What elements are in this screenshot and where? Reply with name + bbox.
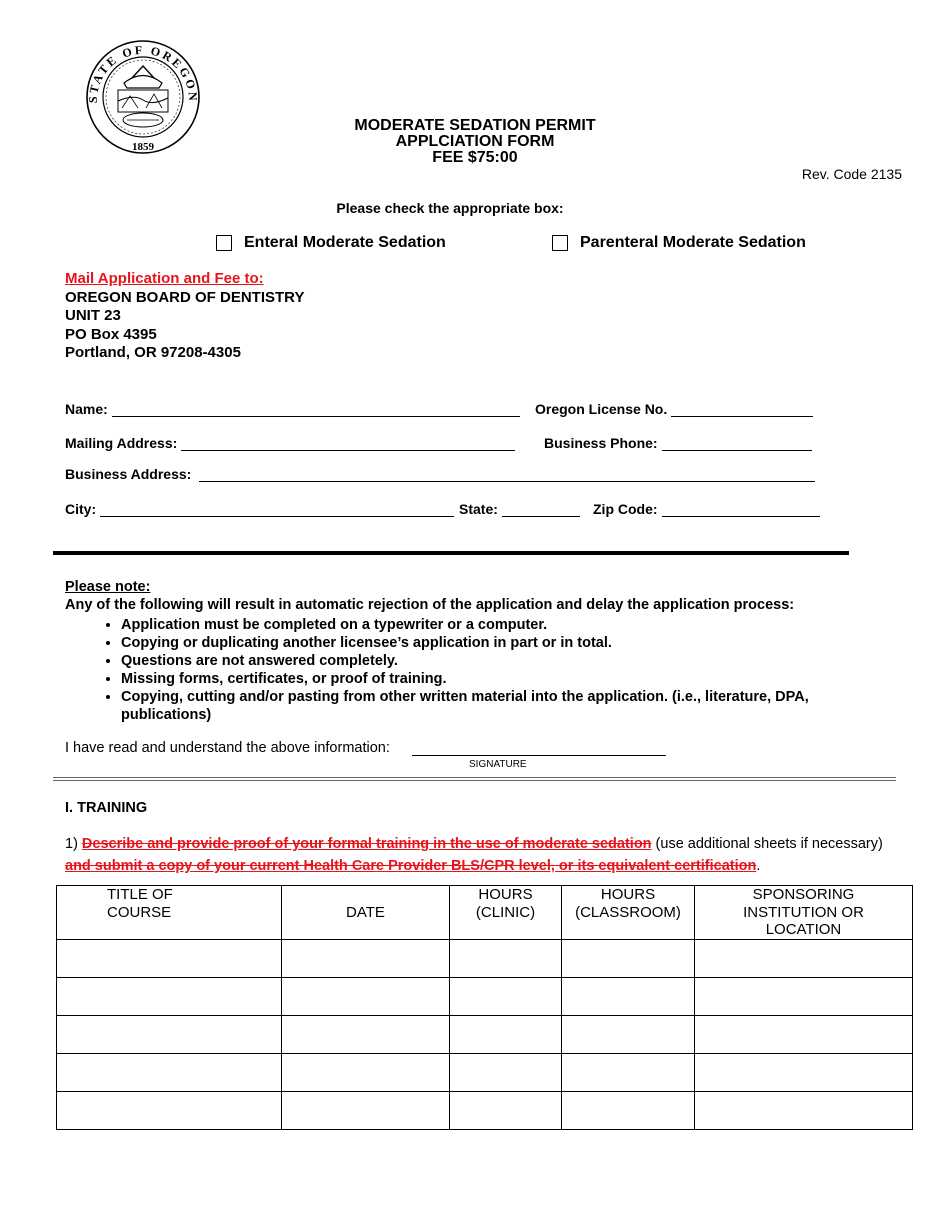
note-bullet: • Missing forms, certificates, or proof of training. xyxy=(121,670,855,688)
mail-line-4: Portland, OR 97208-4305 xyxy=(65,344,241,361)
table-cell[interactable] xyxy=(450,939,562,977)
table-row xyxy=(57,977,913,1015)
table-cell[interactable] xyxy=(450,1053,562,1091)
business-address-input-line[interactable] xyxy=(199,480,815,482)
table-cell[interactable] xyxy=(562,1015,695,1053)
note-bullet: • Copying, cutting and/or pasting from other written material into the application. (i.e., literature, DPA, publications) xyxy=(121,688,855,724)
section-divider xyxy=(53,551,849,555)
table-cell[interactable] xyxy=(562,977,695,1015)
col-sponsoring-institution: SPONSORING INSTITUTION OR LOCATION xyxy=(695,886,913,940)
state-field[interactable] xyxy=(459,501,580,517)
name-field[interactable] xyxy=(65,401,520,417)
table-cell[interactable] xyxy=(57,1015,282,1053)
note-bullet: • Questions are not answered completely. xyxy=(121,652,855,670)
mail-address-block xyxy=(65,270,304,363)
instr-black-1: (use additional sheets if necessary) xyxy=(651,836,883,852)
rev-code: Rev. Code 2135 xyxy=(801,166,902,182)
instr-red-2: and submit a copy of your current Health Care Provider BLS/CPR level, or its equivalent certification xyxy=(65,858,757,874)
table-cell[interactable] xyxy=(57,939,282,977)
training-heading: I. TRAINING xyxy=(65,800,148,816)
table-cell[interactable] xyxy=(282,1053,450,1091)
table-cell[interactable] xyxy=(57,1091,282,1129)
col-title-of-course: TITLE OF COURSE xyxy=(57,886,282,940)
business-phone-label: Business Phone: xyxy=(544,435,658,451)
table-cell[interactable] xyxy=(562,1091,695,1129)
table-cell[interactable] xyxy=(562,939,695,977)
enteral-label: Enteral Moderate Sedation xyxy=(244,234,446,251)
table-cell[interactable] xyxy=(695,1015,913,1053)
table-cell[interactable] xyxy=(57,1053,282,1091)
state-label: State: xyxy=(459,501,498,517)
training-table xyxy=(56,885,913,1130)
note-list xyxy=(65,616,855,724)
business-phone-input-line[interactable] xyxy=(662,449,812,451)
table-cell[interactable] xyxy=(695,977,913,1015)
double-divider xyxy=(53,777,896,781)
license-field[interactable] xyxy=(535,401,813,417)
mailing-address-label: Mailing Address: xyxy=(65,435,178,451)
mail-line-3: PO Box 4395 xyxy=(65,325,157,343)
acknowledgment-text: I have read and understand the above information: xyxy=(65,740,390,756)
mailing-address-input-line[interactable] xyxy=(181,449,515,451)
table-cell[interactable] xyxy=(695,1053,913,1091)
business-address-field[interactable] xyxy=(65,466,815,482)
license-label: Oregon License No. xyxy=(535,401,668,417)
instr-end: . xyxy=(756,858,761,874)
title-line-1: MODERATE SEDATION PERMIT xyxy=(354,117,596,134)
zip-field[interactable] xyxy=(593,501,820,517)
city-label: City: xyxy=(65,501,97,517)
instr-number: 1) xyxy=(65,836,82,852)
state-input-line[interactable] xyxy=(502,515,580,517)
enteral-checkbox[interactable] xyxy=(216,235,232,251)
table-row xyxy=(57,1015,913,1053)
mail-line-1: OREGON BOARD OF DENTISTRY xyxy=(65,288,305,306)
table-cell[interactable] xyxy=(282,1091,450,1129)
table-cell[interactable] xyxy=(57,977,282,1015)
mail-line-2: UNIT 23 xyxy=(65,307,121,324)
name-input-line[interactable] xyxy=(112,415,520,417)
table-cell[interactable] xyxy=(282,1015,450,1053)
col-hours-classroom: HOURS (CLASSROOM) xyxy=(562,886,695,940)
city-field[interactable] xyxy=(65,501,454,517)
table-cell[interactable] xyxy=(282,939,450,977)
note-heading: Please note: xyxy=(65,579,151,595)
table-cell[interactable] xyxy=(695,1091,913,1129)
col-hours-clinic: HOURS (CLINIC) xyxy=(450,886,562,940)
table-cell[interactable] xyxy=(450,977,562,1015)
seal-year: 1859 xyxy=(132,141,154,153)
seal-label: STATE OF OREGON xyxy=(85,42,201,104)
form-title xyxy=(300,118,650,166)
col-date: DATE xyxy=(282,886,450,940)
table-cell[interactable] xyxy=(450,1015,562,1053)
table-row xyxy=(57,1053,913,1091)
training-table-header xyxy=(57,886,913,940)
signature-label: SIGNATURE xyxy=(469,759,527,770)
table-cell[interactable] xyxy=(562,1053,695,1091)
note-block xyxy=(65,578,855,724)
state-of-oregon-seal xyxy=(84,38,202,156)
note-intro: Any of the following will result in automatic rejection of the application and delay the application process: xyxy=(65,597,795,613)
checkbox-prompt: Please check the appropriate box: xyxy=(336,200,564,216)
parenteral-checkbox[interactable] xyxy=(552,235,568,251)
mail-heading: Mail Application and Fee to: xyxy=(65,270,264,287)
parenteral-label: Parenteral Moderate Sedation xyxy=(580,234,806,251)
note-bullet: • Application must be completed on a typewriter or a computer. xyxy=(121,616,855,634)
instr-red-1: Describe and provide proof of your formal training in the use of moderate sedation xyxy=(81,836,652,852)
zip-input-line[interactable] xyxy=(662,515,820,517)
signature-line[interactable] xyxy=(412,755,666,756)
table-cell[interactable] xyxy=(282,977,450,1015)
mailing-address-field[interactable] xyxy=(65,435,515,451)
enteral-option[interactable] xyxy=(216,234,446,252)
table-row xyxy=(57,939,913,977)
table-row xyxy=(57,1091,913,1129)
zip-label: Zip Code: xyxy=(593,501,658,517)
business-address-label: Business Address: xyxy=(65,466,192,482)
name-label: Name: xyxy=(65,401,108,417)
table-cell[interactable] xyxy=(695,939,913,977)
table-cell[interactable] xyxy=(450,1091,562,1129)
business-phone-field[interactable] xyxy=(544,435,812,451)
city-input-line[interactable] xyxy=(100,515,454,517)
note-bullet: • Copying or duplicating another licensee’s application in part or in total. xyxy=(121,634,855,652)
title-line-2: APPLCIATION FORM xyxy=(395,133,555,150)
parenteral-option[interactable] xyxy=(552,234,806,252)
license-input-line[interactable] xyxy=(671,415,813,417)
title-line-3: FEE $75:00 xyxy=(432,149,518,166)
training-instructions xyxy=(65,833,895,877)
